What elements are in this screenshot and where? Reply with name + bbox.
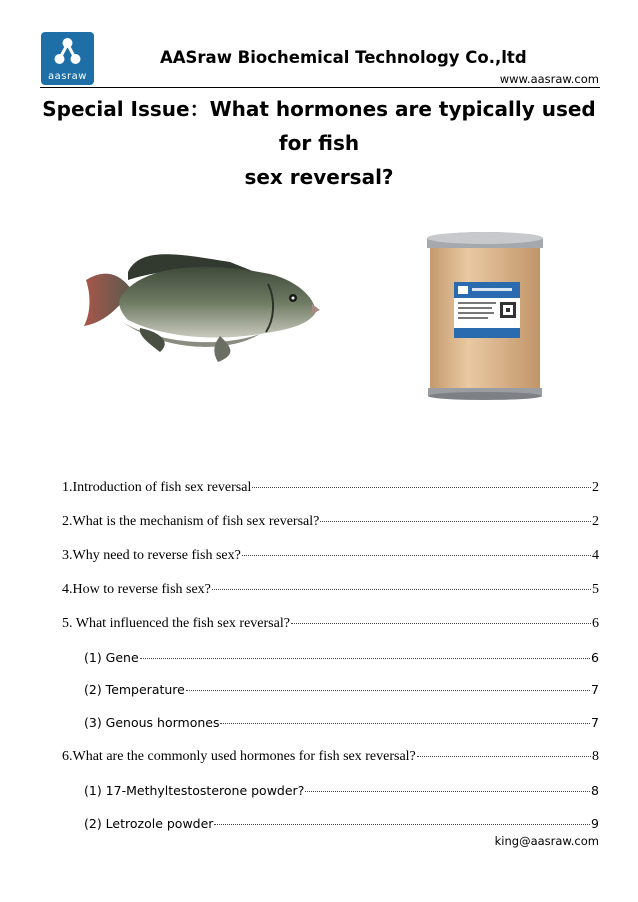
toc-subentry[interactable] xyxy=(84,816,599,834)
toc-leader-dots xyxy=(305,791,590,792)
toc-entry-label: 2.What is the mechanism of fish sex reversal? xyxy=(62,514,320,529)
toc-page-number: 2 xyxy=(592,480,599,495)
tilapia-fish-image xyxy=(80,240,322,365)
toc-entry-label: (2) Letrozole powder xyxy=(84,816,214,831)
toc-subentry[interactable] xyxy=(84,682,599,700)
toc-entry[interactable] xyxy=(62,749,599,767)
toc-leader-dots xyxy=(220,723,590,724)
toc-leader-dots xyxy=(252,487,591,488)
title-line-2: sex reversal? xyxy=(244,165,394,189)
header-divider xyxy=(40,87,600,88)
toc-page-number: 9 xyxy=(591,816,599,831)
toc-page-number: 8 xyxy=(591,783,599,798)
toc-entry-label: 5. What influenced the fish sex reversal? xyxy=(62,616,290,631)
toc-page-number: 5 xyxy=(592,582,599,597)
toc-leader-dots xyxy=(214,824,590,825)
toc-page-number: 6 xyxy=(591,650,599,665)
toc-page-number: 7 xyxy=(591,715,599,730)
toc-subentry[interactable] xyxy=(84,783,599,801)
toc-entry[interactable] xyxy=(62,480,599,498)
toc-entry-label: 1.Introduction of fish sex reversal xyxy=(62,480,252,495)
toc-subentry[interactable] xyxy=(84,650,599,668)
toc-entry[interactable] xyxy=(62,582,599,600)
toc-entry[interactable] xyxy=(62,548,599,566)
toc-leader-dots xyxy=(320,521,591,522)
website-link[interactable]: www.aasraw.com xyxy=(499,72,599,86)
toc-entry-label: (2) Temperature xyxy=(84,682,185,697)
company-name: AASraw Biochemical Technology Co.,ltd xyxy=(160,48,527,67)
toc-entry-label: 4.How to reverse fish sex? xyxy=(62,582,211,597)
toc-entry-label: (1) 17-Methyltestosterone powder? xyxy=(84,783,305,798)
logo-text: aasraw xyxy=(48,71,87,82)
toc-page-number: 2 xyxy=(592,514,599,529)
product-drum-image xyxy=(424,228,546,400)
company-logo xyxy=(41,32,94,85)
toc-leader-dots xyxy=(242,555,591,556)
toc-leader-dots xyxy=(212,589,591,590)
toc-page-number: 4 xyxy=(592,548,599,563)
toc-entry-label: (3) Genous hormones xyxy=(84,715,220,730)
toc-page-number: 6 xyxy=(592,616,599,631)
toc-entry[interactable] xyxy=(62,514,599,532)
molecule-icon xyxy=(41,32,94,72)
page-title xyxy=(30,92,608,194)
toc-subentry[interactable] xyxy=(84,715,599,733)
toc-entry-label: 6.What are the commonly used hormones for fish sex reversal? xyxy=(62,749,416,764)
toc-page-number: 7 xyxy=(591,682,599,697)
toc-page-number: 8 xyxy=(592,749,599,764)
toc-leader-dots xyxy=(417,756,591,757)
toc-entry-label: (1) Gene xyxy=(84,650,139,665)
toc-leader-dots xyxy=(140,658,590,659)
toc-entry[interactable] xyxy=(62,616,599,634)
toc-leader-dots xyxy=(291,623,591,624)
toc-entry-label: 3.Why need to reverse fish sex? xyxy=(62,548,241,563)
toc-leader-dots xyxy=(186,690,590,691)
title-line-1: Special Issue：What hormones are typically used for fish xyxy=(42,97,596,155)
footer-email[interactable]: king@aasraw.com xyxy=(494,834,599,848)
